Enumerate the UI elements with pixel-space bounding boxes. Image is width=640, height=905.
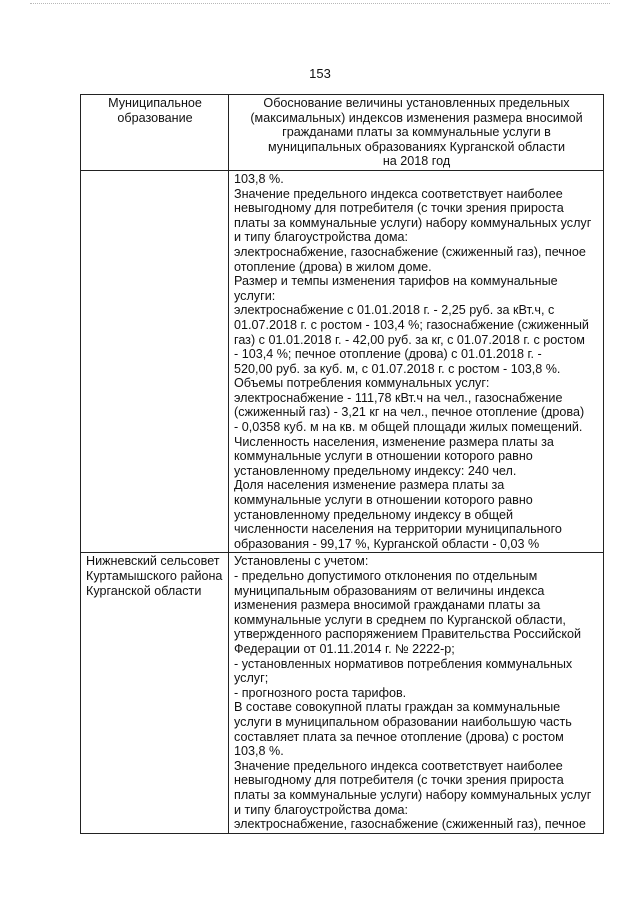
- header-text-line: образование: [117, 110, 193, 125]
- table-header-row: [81, 95, 604, 171]
- justification-text-line: (сжиженный газ) - 3,21 кг на чел., печное отопление (дрова): [234, 405, 585, 420]
- header-text-line: гражданами платы за коммунальные услуги в: [282, 125, 551, 140]
- justification-text-line: коммунальные услуги в среднем по Курганской области,: [234, 612, 566, 627]
- justification-text-line: изменения размера вносимой гражданами платы за: [234, 598, 541, 613]
- justification-text-line: невыгодному для потребителя (с точки зрения прироста: [234, 201, 564, 216]
- justification-text-line: газ) с 01.01.2018 г. - 42,00 руб. за кг, с 01.07.2018 г. с ростом: [234, 332, 585, 347]
- justification-text-line: муниципальным образованиям от величины индекса: [234, 583, 545, 598]
- justification-text-line: 520,00 руб. за куб. м, с 01.07.2018 г. с ростом - 103,8 %.: [234, 361, 561, 376]
- justification-text-line: Объемы потребления коммунальных услуг:: [234, 376, 490, 391]
- justification-text-line: Установлены с учетом:: [234, 554, 369, 569]
- justification-text-line: платы за коммунальные услуги) набору коммунальных услуг: [234, 215, 592, 230]
- justification-text-line: невыгодному для потребителя (с точки зрения прироста: [234, 773, 564, 788]
- justification-text-line: утвержденного распоряжением Правительства Российской: [234, 627, 582, 642]
- justification-text-line: 103,8 %.: [234, 744, 284, 759]
- header-text-line: Муниципальное: [108, 96, 202, 110]
- justification-text-line: Доля населения изменение размера платы за: [234, 478, 505, 493]
- municipality-name-line: Курганской области: [86, 583, 202, 598]
- header-text-line: на 2018 год: [382, 154, 451, 169]
- table-row: [81, 553, 604, 833]
- justification-text-line: - прогнозного роста тарифов.: [234, 685, 407, 700]
- justification-text-line: 01.07.2018 г. с ростом - 103,4 %; газоснабжение (сжиженный: [234, 317, 589, 332]
- justification-text-line: услуг;: [234, 671, 269, 686]
- justification-text-line: В составе совокупной платы граждан за коммунальные: [234, 700, 561, 715]
- justification-text-line: Численность населения, изменение размера платы за: [234, 434, 554, 449]
- header-text-line: Обоснование величины установленных предельных: [263, 96, 570, 110]
- page-number: 153: [309, 66, 331, 81]
- justification-text-line: образования - 99,17 %, Курганской области - 0,03 %: [234, 536, 540, 551]
- municipality-name-line: Куртамышского района: [86, 569, 223, 583]
- justification-text-line: коммунальные услуги в отношении которого равно: [234, 493, 533, 508]
- justification-text-line: и типу благоустройства дома:: [234, 802, 409, 817]
- justification-text-line: Значение предельного индекса соответствует наиболее: [234, 186, 563, 201]
- header-text-line: (максимальных) индексов изменения размера вносимой: [250, 110, 583, 125]
- scan-artifact-line: [30, 3, 610, 4]
- justification-text-line: Федерации от 01.11.2014 г. № 2222-р;: [234, 641, 455, 656]
- justification-cell: [229, 553, 604, 833]
- justification-text-line: электроснабжение, газоснабжение (сжиженный газ), печное: [234, 817, 586, 832]
- justification-text-line: коммунальные услуги в отношении которого равно: [234, 449, 533, 464]
- justification-text-line: Размер и темпы изменения тарифов на коммунальные: [234, 274, 558, 289]
- justification-text-line: отопление (дрова) в жилом доме.: [234, 259, 432, 274]
- justification-text-line: установленному предельному индексу в общей: [234, 507, 514, 522]
- justification-text-line: услуги в муниципальном образовании наибольшую часть: [234, 714, 572, 729]
- justification-text-line: электроснабжение, газоснабжение (сжиженный газ), печное: [234, 244, 586, 259]
- header-justification: [229, 95, 604, 171]
- header-text-line: муниципальных образованиях Курганской области: [267, 139, 566, 154]
- justification-text-line: установленному предельному индексу: 240 чел.: [234, 463, 517, 478]
- justification-text-line: - 103,4 %; печное отопление (дрова) с 01.01.2018 г. -: [234, 347, 542, 362]
- table-row: [81, 170, 604, 552]
- justification-text-line: составляет плата за печное отопление (дрова) с ростом: [234, 729, 564, 744]
- justification-text-line: Значение предельного индекса соответствует наиболее: [234, 758, 563, 773]
- justification-text-line: платы за коммунальные услуги) набору коммунальных услуг: [234, 787, 592, 802]
- justification-text-line: - 0,0358 куб. м на кв. м общей площади жилых помещений.: [234, 420, 583, 435]
- justification-text-line: электроснабжение - 111,78 кВт.ч на чел., газоснабжение: [234, 390, 563, 405]
- tariff-table: [80, 94, 604, 834]
- justification-text-line: численности населения на территории муниципального: [234, 522, 562, 537]
- municipality-name-line: Нижневский сельсовет: [86, 554, 220, 569]
- justification-text-line: электроснабжение с 01.01.2018 г. - 2,25 руб. за кВт.ч, с: [234, 303, 555, 318]
- justification-text-line: - установленных нормативов потребления коммунальных: [234, 656, 573, 671]
- header-municipality: [81, 95, 229, 171]
- municipality-name-cell: [81, 170, 229, 552]
- justification-text-line: услуги:: [234, 288, 276, 303]
- justification-text-line: - предельно допустимого отклонения по отдельным: [234, 569, 538, 583]
- justification-text-line: 103,8 %.: [234, 171, 284, 186]
- justification-cell: [229, 170, 604, 552]
- justification-text-line: и типу благоустройства дома:: [234, 230, 409, 245]
- municipality-name-cell: [81, 553, 229, 833]
